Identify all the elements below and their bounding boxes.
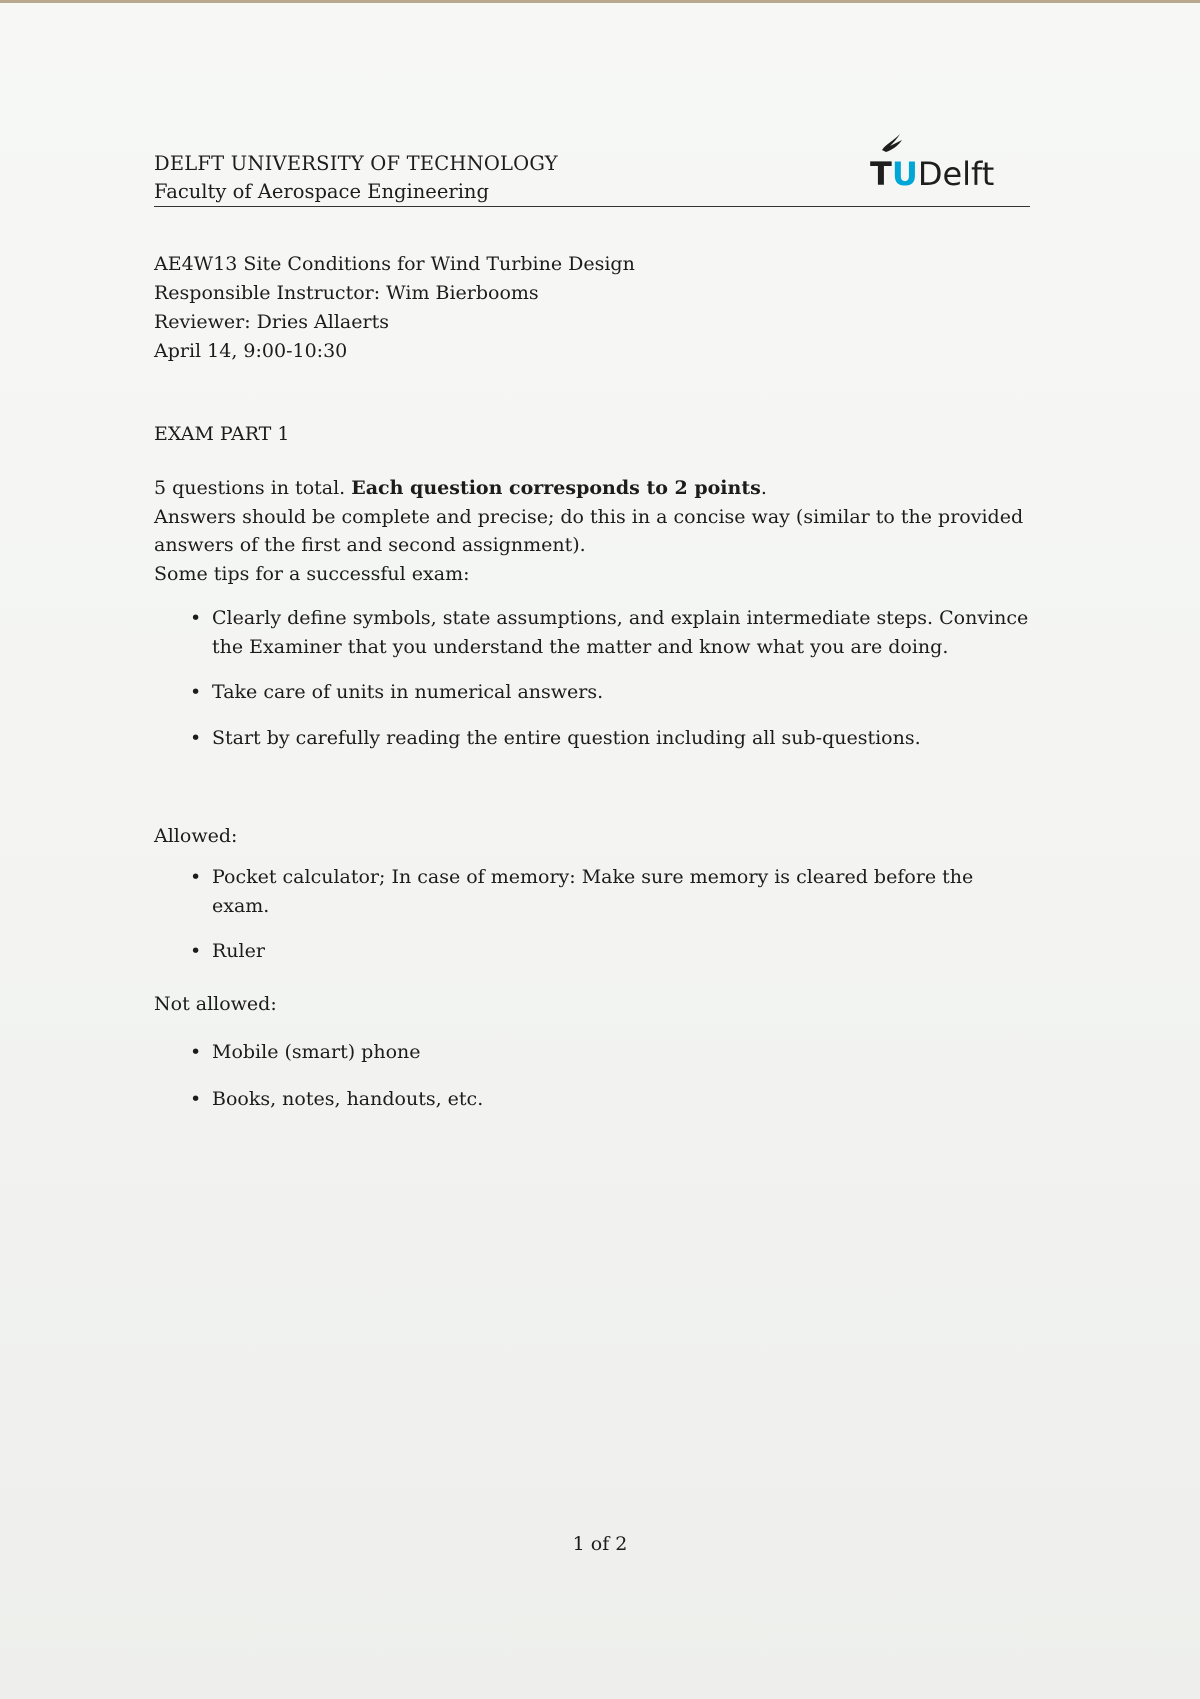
bullet-icon: • [190, 866, 202, 888]
bullet-icon: • [190, 1087, 202, 1110]
not-allowed-heading: Not allowed: [154, 993, 277, 1015]
header-divider [154, 206, 1030, 207]
points-statement: Each question corresponds to 2 points [351, 477, 761, 499]
tip-text: Take care of units in numerical answers. [212, 681, 604, 703]
allowed-heading: Allowed: [154, 825, 238, 847]
faculty-name: Faculty of Aerospace Engineering [154, 180, 489, 203]
points-period: . [760, 477, 767, 499]
list-item [190, 937, 1030, 966]
bullet-icon: • [190, 681, 202, 703]
not-allowed-item-text: Mobile (smart) phone [212, 1041, 421, 1063]
list-item [190, 604, 1030, 661]
bullet-icon: • [190, 607, 202, 629]
bullet-icon: • [190, 726, 202, 749]
points-line [154, 474, 1034, 503]
list-item [190, 678, 1030, 707]
course-info [154, 250, 635, 366]
tip-text: Start by carefully reading the entire question including all sub-questions. [212, 726, 921, 749]
university-name: DELFT UNIVERSITY OF TECHNOLOGY [154, 152, 558, 175]
allowed-list [190, 863, 1030, 983]
top-edge [0, 0, 1200, 3]
tudelft-logo [870, 130, 1040, 196]
exam-datetime: April 14, 9:00-10:30 [154, 340, 348, 362]
not-allowed-item-text: Books, notes, handouts, etc. [212, 1087, 484, 1110]
list-item [190, 1085, 1030, 1114]
logo-word-delft: Delft [917, 155, 995, 193]
flame-icon [878, 130, 904, 156]
logo-letter-t: T [870, 155, 892, 193]
tips-intro: Some tips for a successful exam: [154, 562, 470, 585]
allowed-item-text: Ruler [212, 940, 265, 962]
allowed-item-text: Pocket calculator; In case of memory: Make sure memory is cleared before the exam. [212, 866, 974, 917]
tips-list [190, 604, 1030, 769]
list-item [190, 863, 1030, 920]
course-reviewer: Reviewer: Dries Allaerts [154, 311, 389, 333]
exam-title: EXAM PART 1 [154, 423, 290, 445]
course-title: AE4W13 Site Conditions for Wind Turbine Design [154, 253, 635, 275]
logo-letter-u: U [891, 155, 918, 193]
tip-text: Clearly define symbols, state assumptions, and explain intermediate steps. Convince the Examiner that you understand the matter and know what you are doing. [212, 607, 1029, 658]
not-allowed-list [190, 1038, 1030, 1131]
bullet-icon: • [190, 1041, 202, 1063]
list-item [190, 724, 1030, 753]
answers-guidance: Answers should be complete and precise; do this in a concise way (similar to the provided answers of the first and second assignment). [154, 505, 1024, 556]
question-count: 5 questions in total. [154, 477, 346, 499]
exam-instructions [154, 474, 1034, 588]
course-instructor: Responsible Instructor: Wim Bierbooms [154, 282, 539, 304]
list-item [190, 1038, 1030, 1067]
page-number: 1 of 2 [572, 1533, 628, 1555]
bullet-icon: • [190, 940, 202, 962]
logo-wordmark [870, 154, 994, 194]
